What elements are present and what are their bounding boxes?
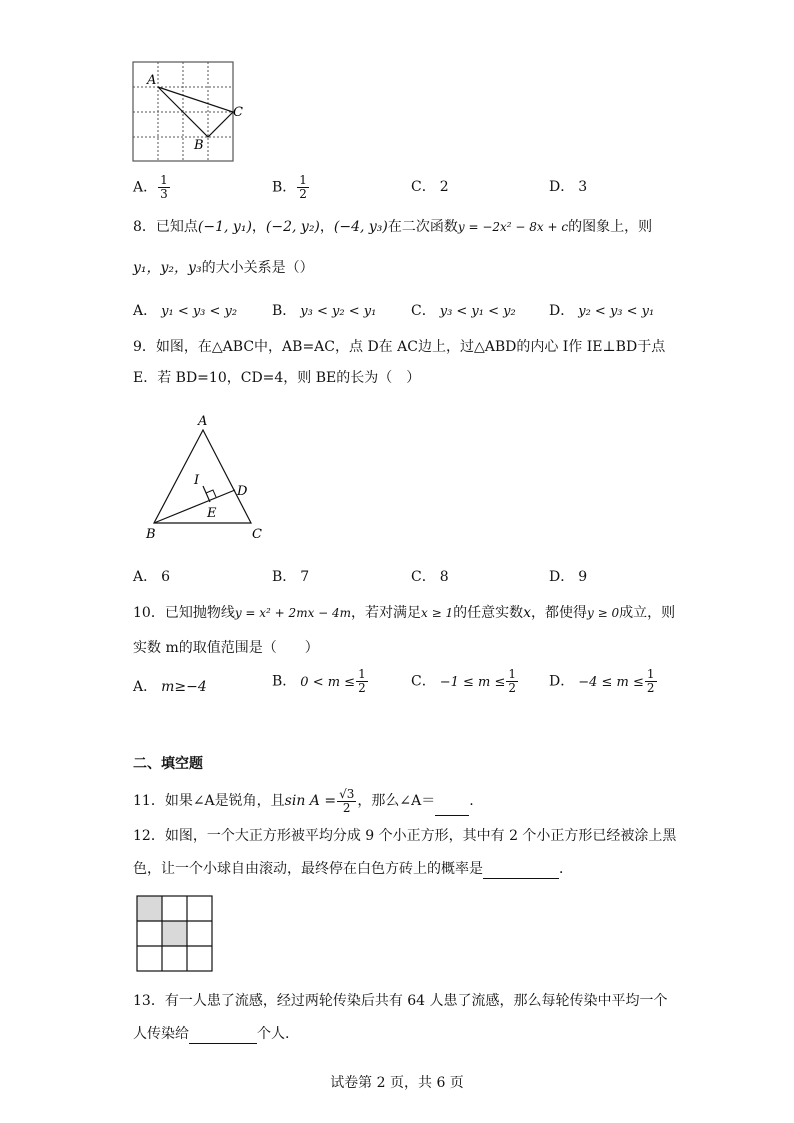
q12-stem-line1: 12．如图，一个大正方形被平均分成 9 个小正方形，其中有 2 个小正方形已经被涂上黑 [133,828,677,844]
q9-stem-line1: 9．如图，在△ABC中，AB=AC，点 D在 AC边上，过△ABD的内心 I作 IE⊥BD于点 [133,339,666,355]
option-letter: C． [411,179,436,195]
q10-option-b[interactable]: B． 0 < m ≤ $\frac{1}{2}$ [272,667,366,695]
q9-label-b: B [146,527,156,542]
q8-option-c[interactable]: C． y₃ < y₁ < y₂ [411,303,516,319]
q7-label-c: C [233,105,243,120]
q13-answer-blank[interactable] [189,1025,257,1044]
q9-segment-bd [154,490,235,523]
q9-label-i: I [194,473,200,488]
q12-grid-figure [136,895,214,973]
q9-stem-line2: E．若 BD=10，CD=4，则 BE的长为（ ） [133,370,421,386]
fraction: $\frac{1}{3}$ [160,173,168,201]
q7-option-a[interactable] [133,174,171,201]
q7-label-a: A [147,73,157,88]
q12-answer-blank[interactable] [483,860,559,879]
page-footer: 试卷第 2 页，共 6 页 [330,1075,464,1091]
option-letter: D． [549,179,575,195]
q9-label-d: D [237,484,248,499]
q13-stem-line1: 13．有一人患了流感，经过两轮传染后共有 64 人患了流感，那么每轮传染中平均一个 [133,993,668,1009]
q9-option-b[interactable]: B． 7 [272,569,310,585]
q9-option-d[interactable]: D． 9 [549,569,588,585]
q9-label-c: C [252,527,262,542]
q9-triangle-figure [140,408,280,543]
q9-option-c[interactable]: C． 8 [411,569,449,585]
option-letter: A． [133,179,158,196]
q8-option-d[interactable]: D． y₂ < y₃ < y₁ [549,303,655,319]
q11-stem: 11．如果∠A是锐角，且sin A = $\frac{√3}{2}$ ，那么∠A＝ . [133,786,474,815]
q7-option-c[interactable] [411,176,449,196]
q8-option-a[interactable]: A． y₁ < y₃ < y₂ [133,303,238,319]
q10-option-d[interactable]: D． −4 ≤ m ≤ $\frac{1}{2}$ [549,667,655,695]
option-letter: B． [272,179,297,196]
q7-label-b: B [194,138,204,153]
option-text: 3 [578,179,588,195]
q10-option-a[interactable]: A． m≥−4 [133,679,207,695]
q10-stem-line1: 10．已知抛物线y = x² + 2mx − 4m，若对满足x ≥ 1的任意实数x，都使得y ≥ 0成立，则 [133,605,676,621]
q9-segment-ie [203,486,210,502]
fraction: $\frac{1}{2}$ [299,173,307,201]
option-text: 2 [439,179,449,195]
q9-triangle-abc [154,430,251,523]
q9-option-a[interactable]: A． 6 [133,569,171,585]
q12-stem-line2: 色，让一个小球自由滚动，最终停在白色方砖上的概率是 ． [133,861,573,877]
q13-stem-line2: 人传染给 个人. [133,1026,290,1042]
q9-label-e: E [207,506,217,521]
q10-option-c[interactable]: C． −1 ≤ m ≤ $\frac{1}{2}$ [411,667,517,695]
q7-grid-figure [130,60,243,164]
q12-shaded-square-2 [162,921,187,946]
q12-shaded-square-1 [137,896,162,921]
section-title: 二、填空题 [133,756,203,772]
q7-option-d[interactable] [549,176,587,196]
q8-stem-line2: y₁，y₂，y₃的大小关系是（） [133,260,314,276]
q11-answer-blank[interactable] [435,797,469,816]
q9-label-a: A [198,414,208,429]
q10-stem-line2: 实数 m的取值范围是（ ） [133,640,319,656]
q8-stem-line1: 8．已知点(−1, y₁)，(−2, y₂)，(−4, y₃)在二次函数y = −2x² − 8x + c的图象上，则 [133,219,653,235]
q8-option-b[interactable]: B． y₃ < y₂ < y₁ [272,303,377,319]
q7-option-b[interactable] [272,174,310,201]
